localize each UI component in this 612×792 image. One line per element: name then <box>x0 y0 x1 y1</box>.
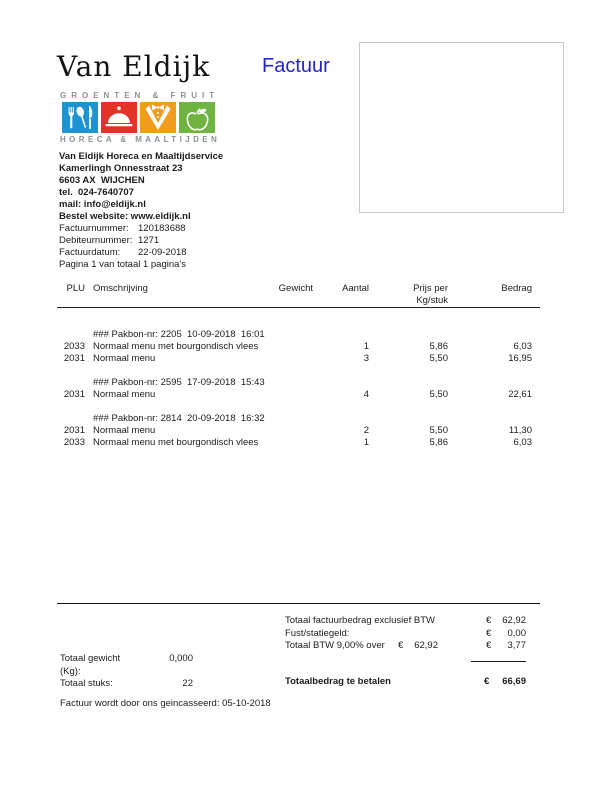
cell-plu: 2031 <box>63 425 85 436</box>
totals-row <box>285 628 526 641</box>
logo-tiles <box>62 102 215 133</box>
cell-aantal: 4 <box>363 389 369 400</box>
totals-row <box>285 615 526 628</box>
totals-amount <box>486 640 526 651</box>
totals-left-rows <box>60 653 193 691</box>
meta-row <box>59 223 223 235</box>
company-line: Van Eldijk Horeca en Maaltijdservice <box>59 151 224 162</box>
table-body <box>57 329 532 449</box>
col-header-omschrijving: Omschrijving <box>93 283 148 294</box>
meta-value: 120183688 <box>138 223 186 234</box>
totals-top-rule <box>57 603 540 604</box>
totals-left-label: Totaal stuks: <box>60 678 113 689</box>
totals-mid-amount <box>398 640 438 651</box>
cell-plu: 2033 <box>63 437 85 448</box>
totals-label: Fust/statiegeld: <box>285 627 350 639</box>
euro-sign: € <box>486 615 492 626</box>
cell-bedrag: 22,61 <box>508 389 532 400</box>
pakbon-header: ### Pakbon-nr: 2595 17-09-2018 15:43 <box>93 377 265 388</box>
pakbon-header: ### Pakbon-nr: 2814 20-09-2018 16:32 <box>93 413 265 424</box>
company-line: tel. 024-7640707 <box>59 187 135 198</box>
cell-prijs: 5,50 <box>429 353 448 364</box>
cell-bedrag: 6,03 <box>513 341 532 352</box>
table-column-headers <box>57 283 532 307</box>
totals-left-row <box>60 678 193 691</box>
table-row <box>57 353 532 365</box>
cell-omschrijving: Normaal menu <box>93 353 156 364</box>
meta-value: 22-09-2018 <box>138 247 187 258</box>
cell-bedrag: 16,95 <box>508 353 532 364</box>
totals-right-rows <box>285 615 526 653</box>
cell-aantal: 1 <box>363 437 369 448</box>
meta-row <box>59 247 223 259</box>
cell-omschrijving: Normaal menu <box>93 389 156 400</box>
amount-value: 66,69 <box>502 676 526 687</box>
euro-sign: € <box>486 640 492 652</box>
euro-sign: € <box>486 627 492 639</box>
meta-label: Pagina 1 van totaal 1 pagina's <box>59 259 186 270</box>
grand-total-amount <box>484 676 526 687</box>
cloche-icon <box>101 102 137 133</box>
company-line: Kamerlingh Onnesstraat 23 <box>59 163 183 174</box>
totals-left-row <box>60 653 193 678</box>
totals-amount <box>486 615 526 626</box>
col-header-prijs <box>369 283 448 307</box>
totals-label: Totaal BTW 9,00% over <box>285 640 385 652</box>
cell-bedrag: 11,30 <box>508 425 532 436</box>
apple-icon <box>179 102 215 133</box>
euro-sign: € <box>398 640 404 652</box>
waiter-vest-icon <box>140 102 176 133</box>
logo-tagline-top: GROENTEN & FRUIT <box>60 91 220 100</box>
col-header-prijs-line1: Prijs per <box>413 283 448 294</box>
meta-label: Debiteurnummer: <box>59 235 133 246</box>
col-header-bedrag: Bedrag <box>501 283 532 294</box>
pakbon-header: ### Pakbon-nr: 2205 10-09-2018 16:01 <box>93 329 265 340</box>
cell-prijs: 5,86 <box>429 437 448 448</box>
cell-prijs: 5,86 <box>429 341 448 352</box>
cell-prijs: 5,50 <box>429 389 448 400</box>
cell-omschrijving: Normaal menu <box>93 425 156 436</box>
cell-prijs: 5,50 <box>429 425 448 436</box>
grand-total-row <box>285 676 526 689</box>
col-header-prijs-line2: Kg/stuk <box>416 295 448 306</box>
cell-aantal: 1 <box>363 341 369 352</box>
cell-aantal: 2 <box>363 425 369 436</box>
euro-sign: € <box>484 676 490 687</box>
totals-label: Totaal factuurbedrag exclusief BTW <box>285 615 435 626</box>
amount-value: 62,92 <box>502 615 526 626</box>
totals-left-block <box>60 653 193 691</box>
table-header-rule <box>57 307 540 308</box>
table-row <box>57 437 532 449</box>
totals-amount <box>486 628 526 639</box>
cell-omschrijving: Normaal menu met bourgondisch vlees <box>93 341 259 352</box>
meta-row <box>59 235 223 247</box>
totals-left-value: 0,000 <box>169 653 193 664</box>
col-header-gewicht: Gewicht <box>278 283 313 294</box>
company-line: mail: info@eldijk.nl <box>59 199 146 210</box>
meta-label: Factuurnummer: <box>59 223 129 234</box>
totals-right-block <box>285 615 526 695</box>
company-line: Bestel website: www.eldijk.nl <box>59 211 191 222</box>
cell-omschrijving: Normaal menu met bourgondisch vlees <box>93 437 259 448</box>
cell-aantal: 3 <box>363 353 369 364</box>
logo-tagline-bottom: HORECA & MAALTIJDEN <box>60 135 221 144</box>
cutlery-icon <box>62 102 98 133</box>
invoice-title: Factuur <box>262 55 330 77</box>
amount-value: 3,77 <box>507 640 526 652</box>
meta-value: 1271 <box>138 235 160 246</box>
logo-wordmark: Van Eldijk <box>57 50 211 83</box>
table-row <box>57 425 532 437</box>
company-info-block <box>59 151 223 271</box>
pakbon-group <box>57 329 532 365</box>
cell-plu: 2033 <box>63 341 85 352</box>
company-line: 6603 AX WIJCHEN <box>59 175 145 186</box>
totals-row <box>285 640 526 653</box>
amount-value: 0,00 <box>507 627 526 639</box>
totals-left-label: Totaal gewicht (Kg): <box>60 653 121 677</box>
col-header-aantal: Aantal <box>342 283 369 294</box>
col-header-plu: PLU <box>66 283 85 294</box>
grand-total-label: Totaalbedrag te betalen <box>285 676 391 687</box>
recipient-address-box <box>359 42 564 213</box>
pakbon-group <box>57 377 532 401</box>
pakbon-group <box>57 413 532 449</box>
totals-left-value: 22 <box>182 678 193 689</box>
table-row <box>57 341 532 353</box>
cell-plu: 2031 <box>63 389 85 400</box>
cell-bedrag: 6,03 <box>513 437 532 448</box>
footer-note: Factuur wordt door ons geincasseerd: 05-10-2018 <box>60 698 271 709</box>
amount-value: 62,92 <box>414 640 438 652</box>
meta-row <box>59 259 223 271</box>
meta-label: Factuurdatum: <box>59 247 121 258</box>
table-row <box>57 389 532 401</box>
subtotal-rule <box>471 661 526 662</box>
cell-plu: 2031 <box>63 353 85 364</box>
